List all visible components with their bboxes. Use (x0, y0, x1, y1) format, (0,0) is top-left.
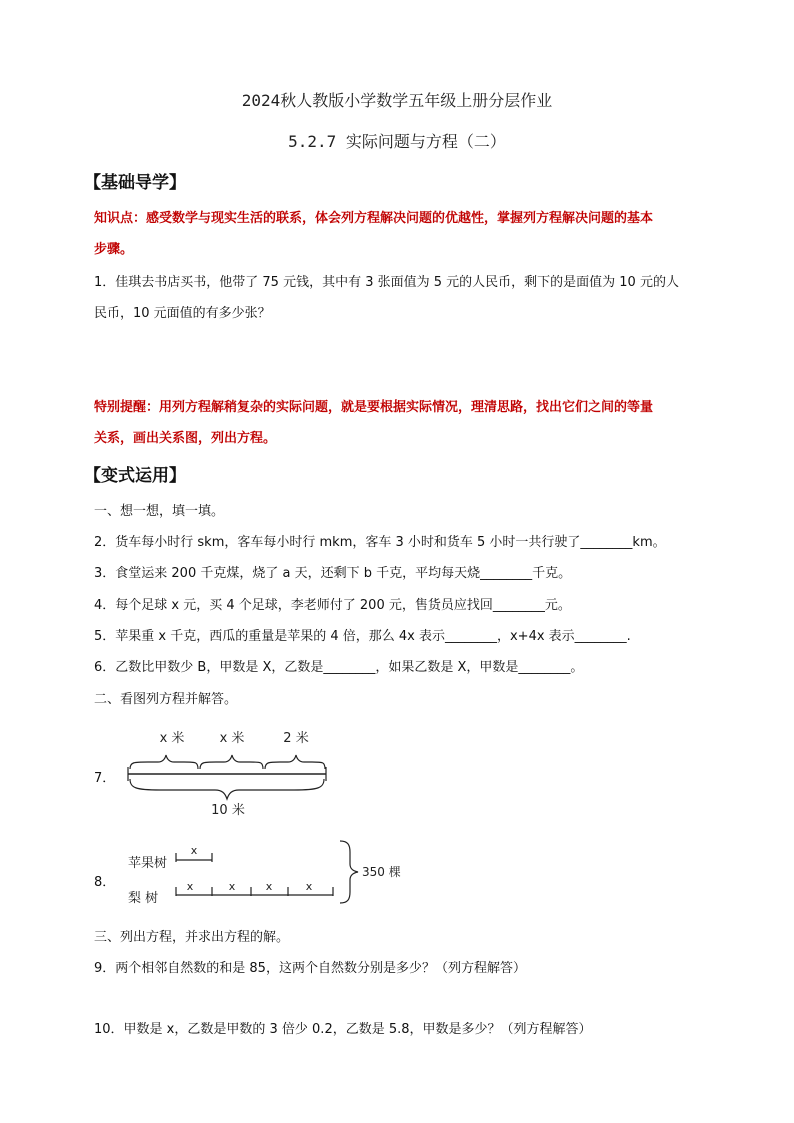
question-8-number: 8． (94, 875, 116, 890)
total-brace (340, 841, 358, 903)
question-9: 9．两个相邻自然数的和是 85，这两个自然数分别是多少？（列方程解答） (94, 961, 526, 976)
part-2-heading: 二、看图列方程并解答。 (94, 692, 238, 707)
pear-x-label-1: x (186, 880, 194, 893)
brace-x1 (130, 755, 198, 769)
section-heading-basic: 【基础导学】 (84, 173, 186, 193)
question-4: 4．每个足球 x 元，买 4 个足球，李老师付了 200 元，售货员应找回________元。 (94, 598, 571, 613)
apple-x-label: x (190, 844, 198, 857)
brace-2m (265, 755, 325, 769)
label-x-meter-2: x 米 (219, 731, 245, 746)
question-2: 2．货车每小时行 skm，客车每小时行 mkm，客车 3 小时和货车 5 小时一共行驶了________km。 (94, 535, 666, 550)
question-1-line1: 1．佳琪去书店买书，他带了 75 元钱，其中有 3 张面值为 5 元的人民币，剩下的是面值为 10 元的人 (94, 275, 679, 290)
label-total-10-meter: 10 米 (211, 803, 245, 818)
section-heading-variant: 【变式运用】 (84, 466, 186, 486)
label-pear-tree: 梨 树 (128, 891, 159, 906)
reminder-line2: 关系，画出关系图，列出方程。 (94, 431, 277, 446)
question-1-line2: 民币，10 元面值的有多少张？ (94, 306, 271, 321)
page-subtitle: 5.2.7 实际问题与方程（二） (288, 132, 506, 151)
label-apple-tree: 苹果树 (128, 856, 168, 871)
label-2-meter: 2 米 (283, 731, 309, 746)
knowledge-point-line2: 步骤。 (94, 242, 134, 257)
question-7-number: 7． (94, 771, 116, 786)
label-total-350: 350 棵 (362, 865, 401, 879)
pear-x-label-4: x (305, 880, 313, 893)
pear-x-label-2: x (228, 880, 236, 893)
part-3-heading: 三、列出方程，并求出方程的解。 (94, 930, 290, 945)
label-x-meter-1: x 米 (159, 731, 185, 746)
knowledge-point-line1: 知识点：感受数学与现实生活的联系，体会列方程解决问题的优越性，掌握列方程解决问题的基本 (94, 211, 654, 226)
page-title: 2024秋人教版小学数学五年级上册分层作业 (241, 91, 553, 110)
question-6: 6．乙数比甲数少 B，甲数是 X，乙数是________，如果乙数是 X，甲数是________。 (94, 660, 584, 675)
reminder-line1: 特别提醒：用列方程解稍复杂的实际问题，就是要根据实际情况，理清思路，找出它们之间的等量 (94, 400, 654, 415)
question-3: 3．食堂运来 200 千克煤，烧了 a 天，还剩下 b 千克，平均每天烧________千克。 (94, 566, 572, 581)
question-10: 10．甲数是 x，乙数是甲数的 3 倍少 0.2，乙数是 5.8，甲数是多少？（列方程解答） (94, 1022, 592, 1037)
brace-total (130, 779, 324, 799)
question-5: 5．苹果重 x 千克，西瓜的重量是苹果的 4 倍，那么 4x 表示________，x+4x 表示________. (94, 629, 631, 644)
brace-x2 (200, 755, 263, 769)
pear-x-label-3: x (265, 880, 273, 893)
question-7-segment-diagram (120, 726, 340, 822)
question-8-segment-diagram (120, 836, 410, 916)
part-1-heading: 一、想一想，填一填。 (94, 504, 225, 519)
